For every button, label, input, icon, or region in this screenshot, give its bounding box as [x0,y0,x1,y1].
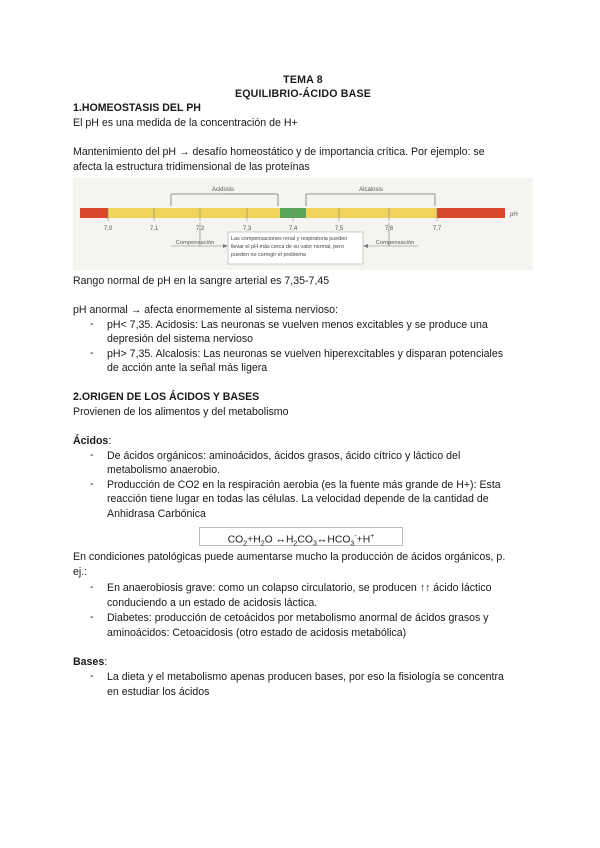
bullet-dash: - [90,347,94,359]
ph-bar-yellow-left [108,208,280,218]
section2-heading: 2.ORIGEN DE LOS ÁCIDOS Y BASES [73,391,260,403]
s2-pathological-line1: En condiciones patológicas puede aumentarse mucho la producción de ácidos orgánicos, p. [73,551,506,563]
s1-abnormal-ph: pH anormal → afecta enormemente al sistema nervioso: [73,304,338,316]
bullet-dash: - [90,318,94,330]
bullet-dash: - [90,581,94,593]
tick-label: 7,3 [242,226,252,232]
s1-paragraph1: El pH es una medida de la concentración de H+ [73,117,298,129]
s2-paragraph1: Provienen de los alimentos y del metabolismo [73,406,289,418]
acidos-item1-line2: metabolismo anaerobio. [107,464,221,476]
note-line2: llevar el pH más cerca de su valor normal, pero [231,244,344,250]
s1-normal-range: Rango normal de pH en la sangre arterial es 7,35-7,45 [73,275,330,287]
acidos-item2-line2: reacción tiene lugar en todas las células. La velocidad depende de la cantidad de [107,493,489,505]
alcalosis-bullet-line2: de acción ante la señal más ligera [107,362,268,374]
ph-bar-red-right [437,208,505,218]
s1-paragraph2-line1: Mantenimiento del pH → desafío homeostático y de importancia crítica. Por ejemplo: se [73,146,485,158]
tick-label: 7,4 [288,226,298,232]
bullet-dash: - [90,611,94,623]
note-line1: Las compensaciones renal y respiratoria pueden [231,236,348,242]
anaerobiosis-line1: En anaerobiosis grave: como un colapso circulatorio, se producen ↑↑ ácido láctico [107,582,492,594]
note-line3: pueden no corregir el problema [231,252,306,258]
s2-pathological-line2: ej.: [73,566,88,578]
bases-heading: Bases: [73,656,108,668]
acidos-item2-line1: Producción de CO2 en la respiración aerobia (es la fuente más grande de H+): Esta [107,479,501,491]
tick-label: 7,5 [334,226,344,232]
ph-bar-red-left [80,208,108,218]
document-title-line1: TEMA 8 [283,74,323,86]
diabetes-line1: Diabetes: producción de cetoácidos por metabolismo anormal de ácidos grasos y [107,612,489,624]
bullet-dash: - [90,670,94,682]
document-title-line2: EQUILIBRIO-ÁCIDO BASE [234,88,372,100]
acidos-heading: Ácidos: [73,435,112,447]
tick-label: 7,7 [432,226,442,232]
bases-item-line2: en estudiar los ácidos [107,686,210,698]
carbonic-acid-equation: $CO_2+H_2O$ $\leftrightarrow H_2CO_3\leftrightarrow HCO_3^-+H^+$ [199,527,403,546]
bases-item-line1: La dieta y el metabolismo apenas producen bases, por eso la fisiología se concentra [107,671,504,683]
alcalosis-label: Alcalosis [359,187,383,193]
ph-bar-yellow-right [306,208,437,218]
ph-scale-diagram [73,178,533,270]
acidos-item1-line1: De ácidos orgánicos: aminoácidos, ácidos grasos, ácido cítrico y láctico del [107,450,461,462]
acidosis-bullet-line2: depresión del sistema nervioso [107,333,254,345]
acidosis-bullet-line1: pH< 7,35. Acidosis: Las neuronas se vuelven menos excitables y se produce una [107,319,488,331]
diabetes-line2: aminoácidos: Cetoacidosis (otro estado de acidosis metabólica) [107,627,407,639]
anaerobiosis-line2: conduciendo a un estado de acidosis láctica. [107,597,318,609]
compensation-right-label: Compensación [375,240,415,246]
alcalosis-bullet-line1: pH> 7,35. Alcalosis: Las neuronas se vuelven hiperexcitables y disparan potenciales [107,348,504,360]
tick-label: 7,0 [103,226,113,232]
compensation-left-label: Compensación [175,240,215,246]
s1-paragraph2-line2: afecta la estructura tridimensional de las proteínas [73,161,310,173]
tick-label: 7,1 [149,226,159,232]
tick-label: 7,6 [384,226,394,232]
bullet-dash: - [90,449,94,461]
acidosis-label: Acidosis [211,187,235,193]
tick-label: 7,2 [195,226,205,232]
ph-axis-label: pH [510,212,518,218]
bullet-dash: - [90,478,94,490]
acidos-item2-line3: Anhidrasa Carbónica [107,508,206,520]
section1-heading: 1.HOMEOSTASIS DEL PH [73,102,201,114]
